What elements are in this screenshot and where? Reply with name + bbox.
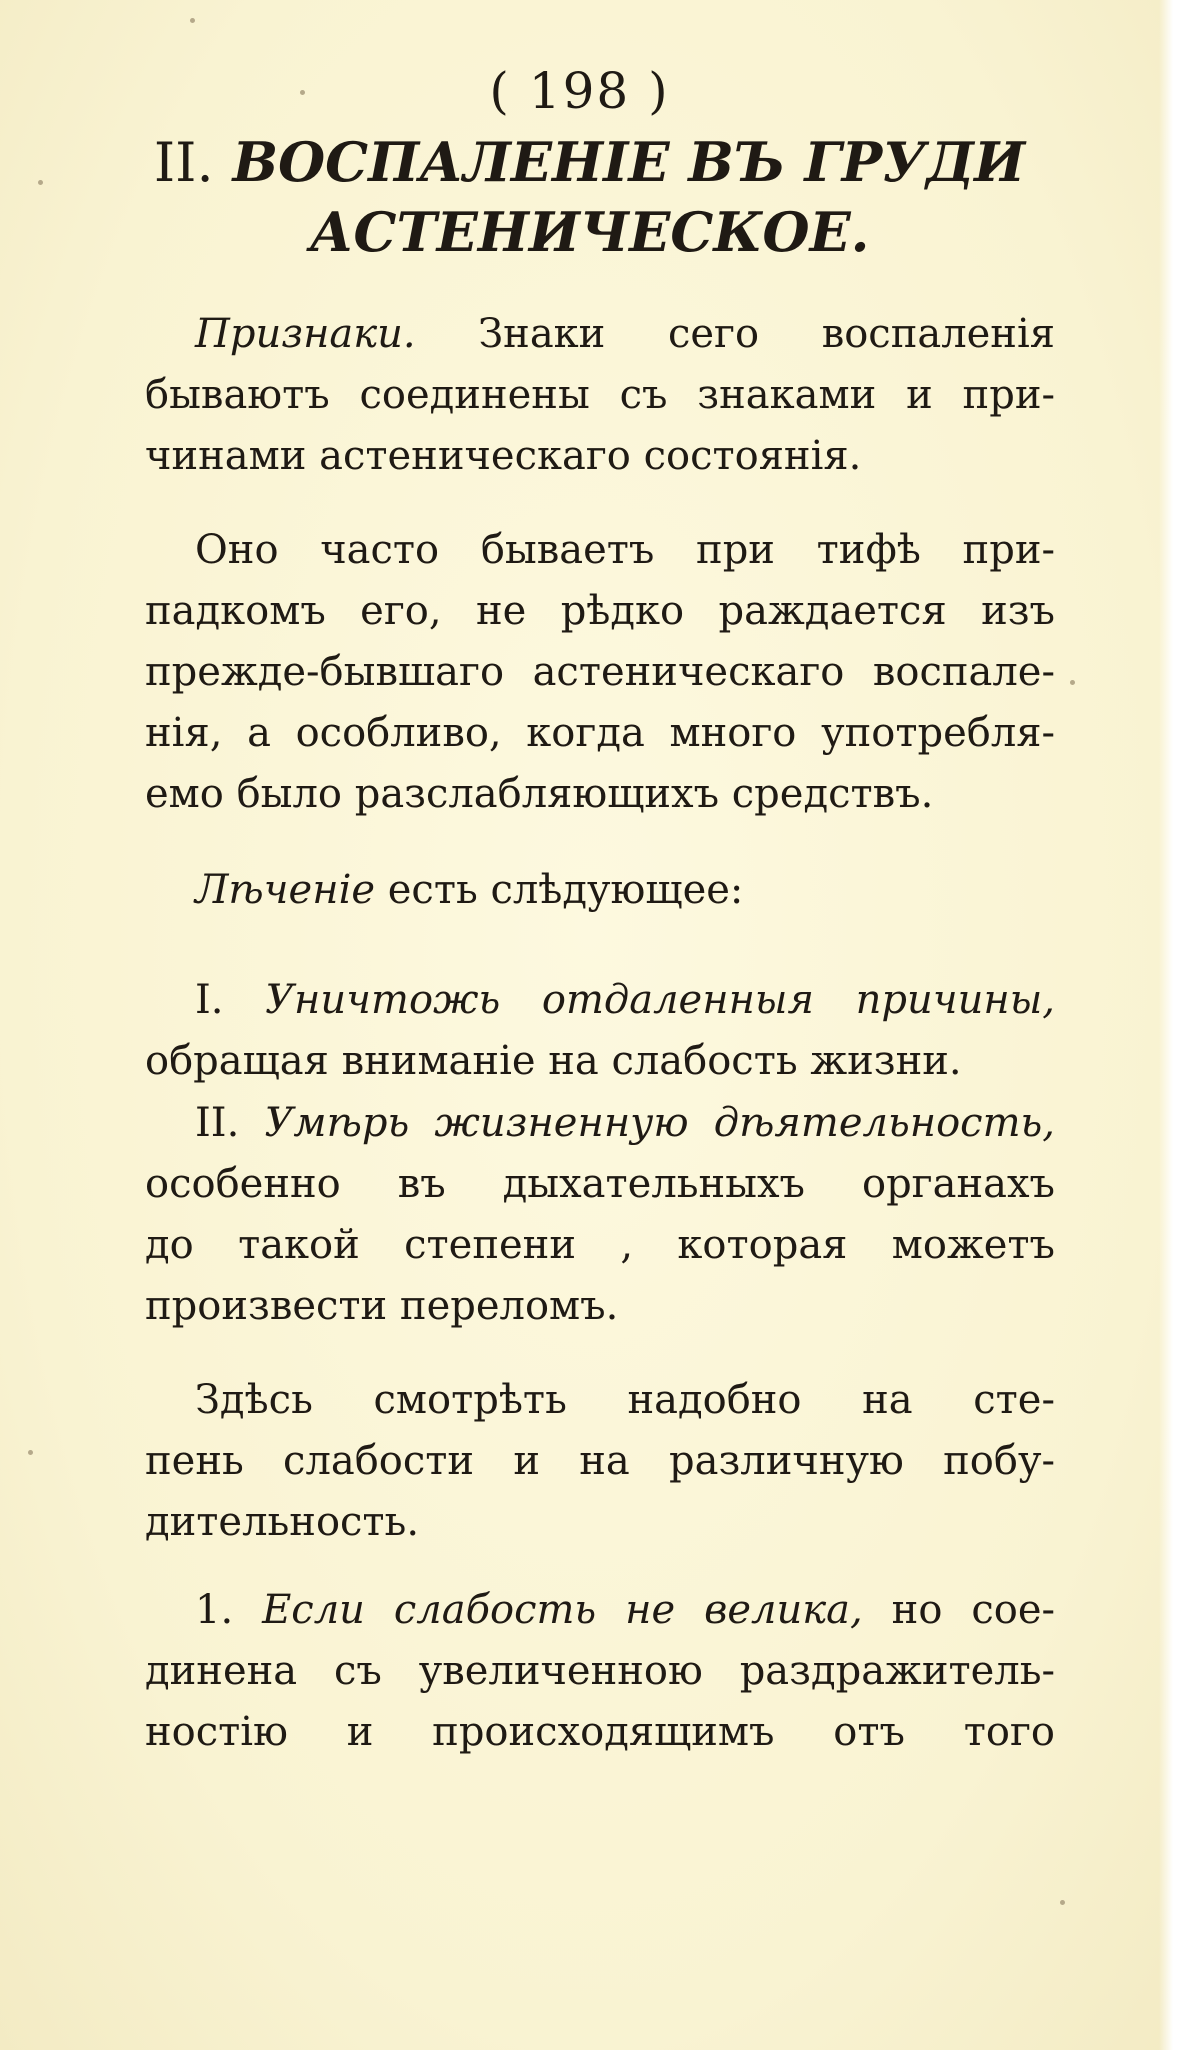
text-line: падкомъ его, не рѣдко раждается изъ: [145, 588, 1055, 634]
rule-number: II.: [195, 1100, 240, 1146]
text-line: [145, 1580, 1055, 1641]
paragraph-lead: Если слабость не велика,: [262, 1587, 863, 1633]
paragraph-lead: Признаки.: [195, 311, 416, 357]
text-line: пень слабости и на различную побу-: [145, 1438, 1055, 1484]
paper-speck: [1060, 1900, 1065, 1905]
rule-number: I.: [195, 977, 224, 1023]
paragraph-occurrence: [145, 520, 1055, 825]
text-line: Оно часто бываетъ при тифѣ при-: [195, 527, 1055, 573]
paragraph-weakness: [145, 1370, 1055, 1553]
paper-speck: [190, 18, 195, 23]
text-line: прежде-бывшаго астеническаго воспале-: [145, 649, 1055, 695]
chapter-title-part1: ВОСПАЛЕНІЕ ВЪ ГРУДИ: [232, 130, 1026, 194]
paper-speck: [38, 180, 43, 185]
text-line: Здѣсь смотрѣть надобно на сте-: [195, 1377, 1055, 1423]
text-line: дительность.: [145, 1499, 420, 1545]
paper-speck: [28, 1450, 33, 1455]
line-text: но сое-: [862, 1587, 1055, 1633]
text-line: [145, 970, 1055, 1031]
text-line: обращая вниманіе на слабость жизни.: [145, 1038, 962, 1084]
line-text: есть слѣдующее:: [375, 867, 744, 913]
paragraph-case-1: [145, 1580, 1055, 1763]
page-edge: [1159, 0, 1179, 2050]
text-line: ностію и происходящимъ отъ того: [145, 1709, 1055, 1755]
chapter-title-part2: АСТЕНИЧЕСКОЕ.: [309, 200, 870, 264]
text-line: [145, 304, 1055, 365]
text-line: [145, 860, 1055, 921]
text-line: [145, 1093, 1055, 1154]
paragraph-rule-1: [145, 970, 1055, 1092]
chapter-heading-line1: [120, 130, 1059, 194]
paragraph-lead: Умѣрь жизненную дѣятельность,: [264, 1100, 1055, 1146]
paragraph-lead: Уничтожь отдаленныя причины,: [265, 977, 1056, 1023]
line-text: Знаки сего воспаленія: [415, 311, 1055, 357]
paragraph-treatment: [145, 860, 1055, 921]
text-line: динена съ увеличенною раздражитель-: [145, 1648, 1055, 1694]
text-line: чинами астеническаго состоянія.: [145, 433, 862, 479]
text-line: бываютъ соединены съ знаками и при-: [145, 372, 1055, 418]
text-line: нія, а особливо, когда много употребля-: [145, 710, 1055, 756]
chapter-heading-line2: [120, 200, 1059, 264]
case-number: 1.: [195, 1587, 234, 1633]
page-number: ( 198 ): [489, 62, 670, 120]
paragraph-rule-2: [145, 1093, 1055, 1337]
paper-speck: [1070, 680, 1075, 685]
text-line: до такой степени , которая можетъ: [145, 1222, 1055, 1268]
chapter-numeral: II.: [153, 131, 214, 194]
text-line: произвести переломъ.: [145, 1283, 619, 1329]
paragraph-lead: Лѣченіе: [195, 867, 376, 913]
paragraph-signs: [145, 304, 1055, 487]
text-line: особенно въ дыхательныхъ органахъ: [145, 1161, 1055, 1207]
text-line: емо было разслабляющихъ средствъ.: [145, 771, 934, 817]
